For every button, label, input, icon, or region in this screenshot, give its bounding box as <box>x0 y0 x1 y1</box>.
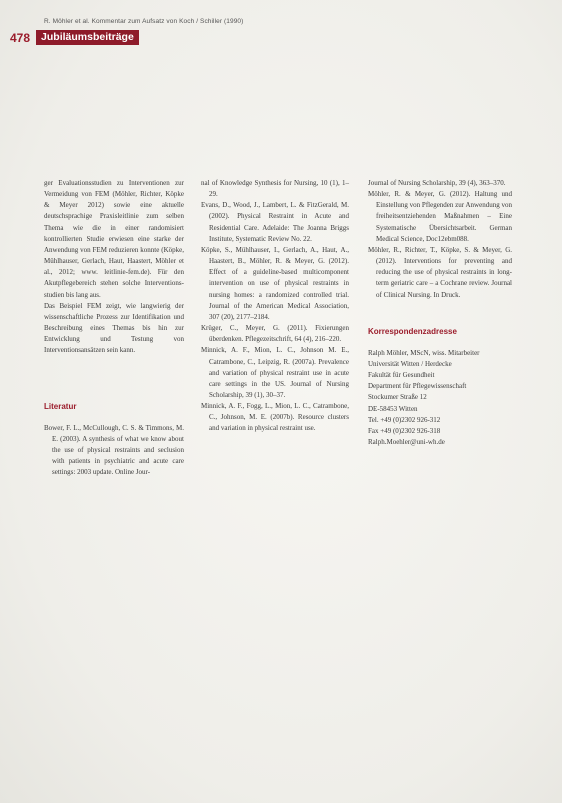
correspondence-address <box>368 348 512 448</box>
running-head: R. Möhler et al. Kommentar zum Aufsatz von Koch / Schiller (1990) <box>44 18 244 25</box>
reference-entry: Minnick, A. F., Mion, L. C., Johnson M. E., Catrambone, C., Leipzig, R. (2007a). Prevalence and variation of physical restraint use in acute care settings in the US. Journal of Nursing Scholarship, 39 (1), 30–37. <box>201 346 349 399</box>
reference-entry: Bower, F. L., McCullough, C. S. & Timmons, M. E. (2003). A synthesis of what we know about the use of physical restraints and seclusion with patients in psychiatric and acute care settings: 2003 update. Online Jour- <box>44 423 184 477</box>
section-label: Jubiläumsbeiträge <box>36 30 139 45</box>
column-3 <box>368 178 512 448</box>
email-link[interactable]: Ralph.Moehler@uni-wh.de <box>368 437 445 446</box>
reference-entry: Evans, D., Wood, J., Lambert, L. & FitzGerald, M. (2002). Physical Restraint in Acute and Residential Care. Adelaide: The Joanna Briggs Institute, Systematic Review No. 22. <box>201 201 349 243</box>
body-paragraph: Das Beispiel FEM zeigt, wie langwierig der wissenschaftliche Prozess zur Identifikation und Beschreibung eines Themas bis hin zur Entwicklung und Testung von Interventionsansätzen sein kann. <box>44 301 184 355</box>
reference-entry: Möhler, R., Richter, T., Köpke, S. & Meyer, G. (2012). Interventions for preventing and reducing the use of physical restraints in long-term geriatric care – a Cochrane review. Journal of Clinical Nursing. In Druck. <box>368 245 512 299</box>
body-paragraph: ger Evaluationsstudien zu Interventionen zur Vermeidung von FEM (Möhler, Richter, Köpke & Meyer 2012) sowie eine aktuelle deutschsprachige Praxisleitlinie zum selben Thema wie die in einer randomisiert kontrollierten Studie erwiesen eine starke der Anwendung von FEM reduzieren konnte (Köpke, Mühlhauser, Gerlach, Haut, Haastert, Möhler et al., 2012; www. leitlinie-fem.de). Für den Akutpflegebereich stehen solche Interventionsstudien bis lang aus. <box>44 179 184 299</box>
reference-entry: Köpke, S., Mühlhauser, I., Gerlach, A., Haut, A., Haastert, B., Möhler, R. & Meyer, G. (2012). Effect of a guideline-based multicomponent intervention on use of physical restraints in nursing homes: a randomized controlled trial. Journal of the American Medical Association, 307 (20), 2177–2184. <box>201 245 349 321</box>
address-line: DE-58453 Witten <box>368 404 418 413</box>
column-2 <box>201 178 349 435</box>
address-line: Tel. +49 (0)2302 926-312 <box>368 415 441 424</box>
reference-entry: Möhler, R. & Meyer, G. (2012). Haltung und Einstellung von Pflegenden zur Anwendung von freiheitsentziehenden Maßnahmen – Eine Systematische Übersichtsarbeit. German Medical Science, Doc12ebm088. <box>368 190 512 243</box>
reference-entry: nal of Knowledge Synthesis for Nursing, 10 (1), 1–29. <box>201 179 349 199</box>
page-number: 478 <box>10 30 31 45</box>
column-1 <box>44 178 184 478</box>
address-line: Department für Pflegewissenschaft <box>368 382 467 391</box>
literature-heading: Literatur <box>44 401 77 411</box>
reference-entry: Krüger, C., Meyer, G. (2011). Fixierungen überdenken. Pflegezeitschrift, 64 (4), 216–220. <box>201 324 349 344</box>
reference-entry: Minnick, A. F., Fogg, L., Mion, L. C., Catrambone, C., Johnson, M. E. (2007b). Resource clusters and variation in physical restraint use. <box>201 402 349 433</box>
address-line: Ralph Möhler, MScN, wiss. Mitarbeiter <box>368 348 480 357</box>
address-line: Fax +49 (0)2302 926-318 <box>368 426 441 435</box>
correspondence-heading: Korrespondenzadresse <box>368 326 457 336</box>
reference-entry: Journal of Nursing Scholarship, 39 (4), 363–370. <box>368 179 506 187</box>
address-line: Universität Witten / Herdecke <box>368 359 452 368</box>
page-header <box>10 30 139 45</box>
address-line: Stockumer Straße 12 <box>368 393 427 402</box>
address-line: Fakultät für Gesundheit <box>368 371 435 380</box>
